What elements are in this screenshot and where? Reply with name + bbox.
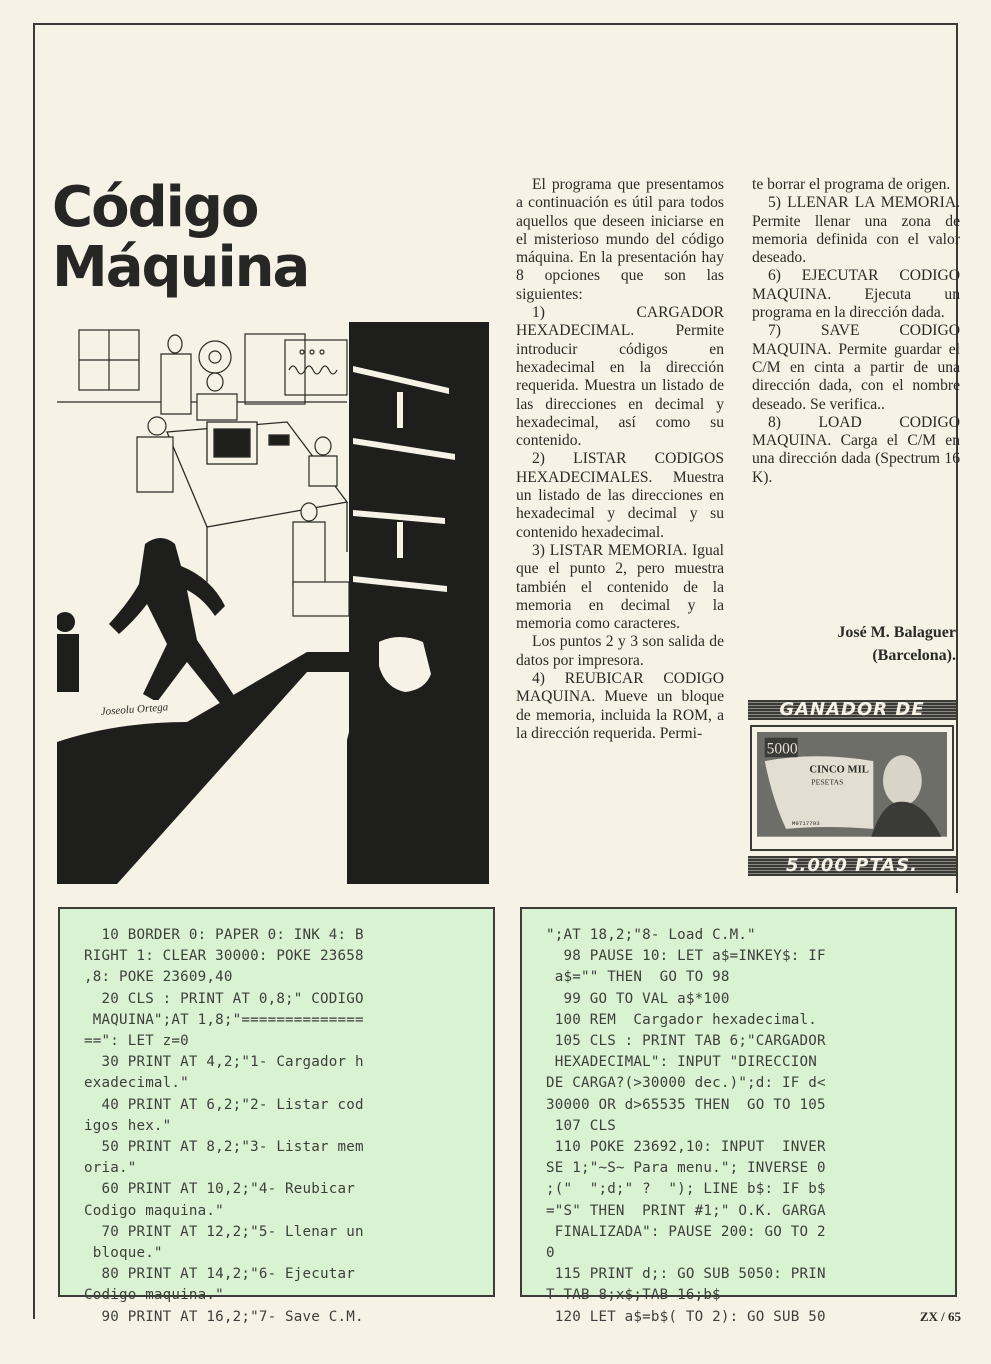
code-line: Codigo maquina." xyxy=(84,1287,224,1304)
banknote-image xyxy=(750,725,954,851)
code-line: ==": LET z=0 xyxy=(84,1033,189,1050)
code-line: igos hex." xyxy=(84,1117,172,1134)
code-line: bloque." xyxy=(84,1245,163,1262)
body-text-column-1 xyxy=(516,176,724,743)
banknote-drawing xyxy=(757,732,947,837)
code-line: 98 PAUSE 10: LET a$=INKEY$: IF xyxy=(546,948,826,965)
banknote-serial: M9717793 xyxy=(791,820,820,828)
code-line: 70 PRINT AT 12,2;"5- Llenar un xyxy=(84,1223,364,1240)
code-line: RIGHT 1: CLEAR 30000: POKE 23658 xyxy=(84,948,364,965)
code-line: 30 PRINT AT 4,2;"1- Cargador h xyxy=(84,1054,364,1071)
code-line: 60 PRINT AT 10,2;"4- Reubicar xyxy=(84,1181,355,1198)
code-line: 120 LET a$=b$( TO 2): GO SUB 50 xyxy=(546,1308,826,1325)
paragraph: 3) LISTAR MEMORIA. Igual que el punto 2, pero muestra también el contenido de la memoria en decimal y la memoria como caracteres. xyxy=(516,541,724,633)
paragraph: te borrar el programa de origen. xyxy=(752,176,951,193)
paragraph: 6) EJECUTAR CODIGO MAQUINA. Ejecuta un programa en la dirección dada. xyxy=(752,267,960,322)
code-line: 115 PRINT d;: GO SUB 5050: PRIN xyxy=(546,1266,826,1283)
code-block-right xyxy=(546,925,955,1328)
paragraph: 1) CARGADOR HEXADECIMAL. Permite introducir códigos en hexadecimal en la dirección requerida. Muestra un listado de las direcciones en decimal y hexadecimal, así como su contenido. xyxy=(516,304,724,450)
banknote-value: 5000 xyxy=(766,740,798,758)
code-line: 90 PRINT AT 16,2;"7- Save C.M. xyxy=(84,1308,364,1325)
code-line: ,8: POKE 23609,40 xyxy=(84,969,233,986)
code-line: oria." xyxy=(84,1160,137,1177)
code-line: 0 xyxy=(546,1245,555,1262)
title-line-1: Código xyxy=(52,175,258,240)
code-line: T TAB 8;x$;TAB 16;b$ xyxy=(546,1287,721,1304)
author-name: José M. Balaguer xyxy=(837,624,956,641)
code-line: 99 GO TO VAL a$*100 xyxy=(546,990,730,1007)
prize-top-label: GANADOR DE xyxy=(748,700,956,720)
paragraph: Los puntos 2 y 3 son salida de datos por impresora. xyxy=(516,633,724,669)
paragraph: 8) LOAD CODIGO MAQUINA. Carga el C/M en una dirección dada (Spectrum 16 K). xyxy=(752,413,960,486)
code-line: ;(" ";d;" ? "); LINE b$: IF b$ xyxy=(546,1181,826,1198)
page-frame-top-rule xyxy=(33,23,957,25)
code-line: exadecimal." xyxy=(84,1075,189,1092)
author-byline xyxy=(752,621,956,667)
illustration-signature: Joseolu Ortega xyxy=(100,701,169,718)
code-line: DE CARGA?(>30000 dec.)";d: IF d< xyxy=(546,1075,826,1092)
banknote-currency: PESETAS xyxy=(811,777,844,787)
code-line: 40 PRINT AT 6,2;"2- Listar cod xyxy=(84,1096,364,1113)
code-line: 110 POKE 23692,10: INPUT INVER xyxy=(546,1139,826,1156)
code-line: 30000 OR d>65535 THEN GO TO 105 xyxy=(546,1096,826,1113)
code-line: 100 REM Cargador hexadecimal. xyxy=(546,1011,817,1028)
paragraph: El programa que presentamos a continuación es útil para todos aquellos que deseen iniciarse en el misterioso mundo del código máquina. En la presentación hay 8 opciones que son las siguientes: xyxy=(516,176,724,303)
code-line: a$="" THEN GO TO 98 xyxy=(546,969,730,986)
paragraph: 2) LISTAR CODIGOS HEXADECIMALES. Muestra un listado de las direcciones en hexadecimal y decimal y su contenido hexadecimal. xyxy=(516,450,724,541)
paragraph: 7) SAVE CODIGO MAQUINA. Permite guardar el C/M en cinta a partir de una dirección dada, con el nombre deseado. Se verifica.. xyxy=(752,322,960,413)
code-line: 107 CLS xyxy=(546,1117,616,1134)
prize-box xyxy=(748,700,956,878)
code-line: 50 PRINT AT 8,2;"3- Listar mem xyxy=(84,1139,364,1156)
page-folio: ZX / 65 xyxy=(919,1309,961,1324)
foreground-figure xyxy=(347,595,457,884)
code-block-left xyxy=(84,925,493,1328)
code-line: 10 BORDER 0: PAPER 0: INK 4: B xyxy=(84,927,364,943)
code-line: MAQUINA";AT 1,8;"============== xyxy=(84,1011,364,1028)
body-text-column-2 xyxy=(752,176,960,487)
code-line: SE 1;"~S~ Para menu."; INVERSE 0 xyxy=(546,1160,826,1177)
program-listing-left xyxy=(58,907,495,1325)
code-line: 80 PRINT AT 14,2;"6- Ejecutar xyxy=(84,1266,355,1283)
article-title xyxy=(52,175,309,300)
banknote-words: CINCO MIL xyxy=(809,764,869,776)
code-line: Codigo maquina." xyxy=(84,1202,224,1219)
code-line: 20 CLS : PRINT AT 0,8;" CODIGO xyxy=(84,990,364,1007)
prize-bottom-label: 5.000 PTAS. xyxy=(748,856,956,876)
article-illustration xyxy=(57,322,489,884)
paragraph: 4) REUBICAR CODIGO MAQUINA. Mueve un bloque de memoria, incluida la ROM, a la dirección requerida. Permi- xyxy=(516,670,724,742)
author-city: (Barcelona). xyxy=(872,647,956,664)
code-line: ="S" THEN PRINT #1;" O.K. GARGA xyxy=(546,1202,826,1219)
paragraph: 5) LLENAR LA MEMORIA. Permite llenar una zona de memoria definida con el valor deseado. xyxy=(752,194,960,267)
code-line: ";AT 18,2;"8- Load C.M." xyxy=(546,927,756,943)
title-line-2: Máquina xyxy=(52,235,309,300)
code-line: 105 CLS : PRINT TAB 6;"CARGADOR xyxy=(546,1033,826,1050)
code-line: HEXADECIMAL": INPUT "DIRECCION xyxy=(546,1054,817,1071)
page-frame-left-rule xyxy=(33,23,35,1319)
code-line: FINALIZADA": PAUSE 200: GO TO 2 xyxy=(546,1223,826,1240)
